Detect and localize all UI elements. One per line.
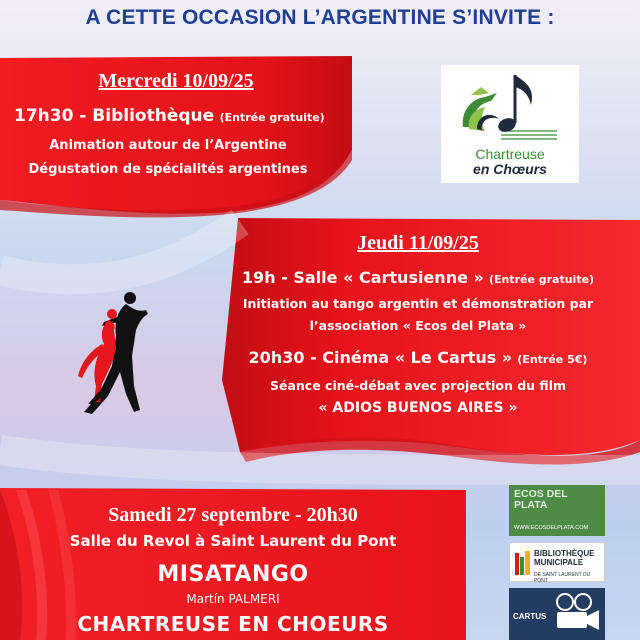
- event-saturday: [0, 488, 466, 640]
- event-3-title: MISATANGO: [157, 562, 309, 587]
- event-2-slot-1-line-2: l’association « Ecos del Plata »: [309, 318, 527, 333]
- event-1-line-1: Animation autour de l’Argentine: [49, 138, 287, 153]
- event-2-slot-2-note: (Entrée 5€): [517, 353, 588, 366]
- sponsor-cartus: [509, 588, 605, 640]
- sponsor-cartus-name: CARTUS: [513, 612, 547, 621]
- event-3-date: Samedi 27 septembre - 20h30: [108, 504, 358, 526]
- event-2-slot-1-title: 19h - Salle « Cartusienne »: [241, 268, 484, 287]
- event-2-slot-1-note: (Entrée gratuite): [488, 273, 595, 286]
- event-wednesday: [0, 58, 352, 218]
- event-3-venue: Salle du Revol à Saint Laurent du Pont: [69, 532, 397, 550]
- chartreuse-en-choeurs-logo: [441, 65, 579, 183]
- logo-text-2: en Chœurs: [473, 161, 547, 177]
- sponsor-ecos-name: ECOS DEL PLATA: [514, 488, 568, 511]
- sponsor-bibliotheque: [509, 542, 605, 582]
- event-2-slot-1: [228, 268, 608, 287]
- event-2-slot-2: [228, 348, 608, 367]
- tango-dancers-icon: [74, 226, 156, 418]
- event-1-slot: [14, 106, 325, 126]
- event-2-date: Jeudi 11/09/25: [357, 232, 479, 254]
- event-2-slot-2-line-2: « ADIOS BUENOS AIRES »: [318, 400, 518, 416]
- headline: A CETTE OCCASION L’ARGENTINE S’INVITE :: [85, 6, 555, 29]
- logo-text-1: Chartreuse: [475, 146, 545, 162]
- logo-music-note-icon: [441, 65, 579, 145]
- event-2-slot-1-line-1: Initiation au tango argentin et démonstration par: [242, 296, 594, 311]
- sponsor-ecos-del-plata: [509, 485, 605, 536]
- event-thursday: [228, 218, 640, 450]
- event-1-line-2: Dégustation de spécialités argentines: [28, 162, 308, 177]
- sponsor-bibliotheque-name: BIBLIOTHÈQUE MUNICIPALE: [534, 549, 595, 567]
- sponsor-bibliotheque-sub: DE SAINT LAURENT DU PONT: [534, 572, 591, 584]
- event-3-choir: CHARTREUSE EN CHOEURS: [77, 612, 389, 636]
- books-icon: [515, 551, 531, 575]
- event-1-slot-note: (Entrée gratuite): [219, 111, 325, 124]
- event-1-slot-title: 17h30 - Bibliothèque: [14, 106, 215, 126]
- film-camera-icon: [549, 592, 601, 632]
- event-2-slot-2-line-1: Séance ciné-débat avec projection du film: [269, 378, 566, 393]
- event-3-composer: Martín PALMERI: [186, 592, 280, 606]
- event-2-slot-2-title: 20h30 - Cinéma « Le Cartus »: [248, 348, 513, 367]
- sponsor-ecos-url: WWW.ECOSDELPLATA.COM: [514, 525, 589, 531]
- event-1-date: Mercredi 10/09/25: [98, 70, 254, 92]
